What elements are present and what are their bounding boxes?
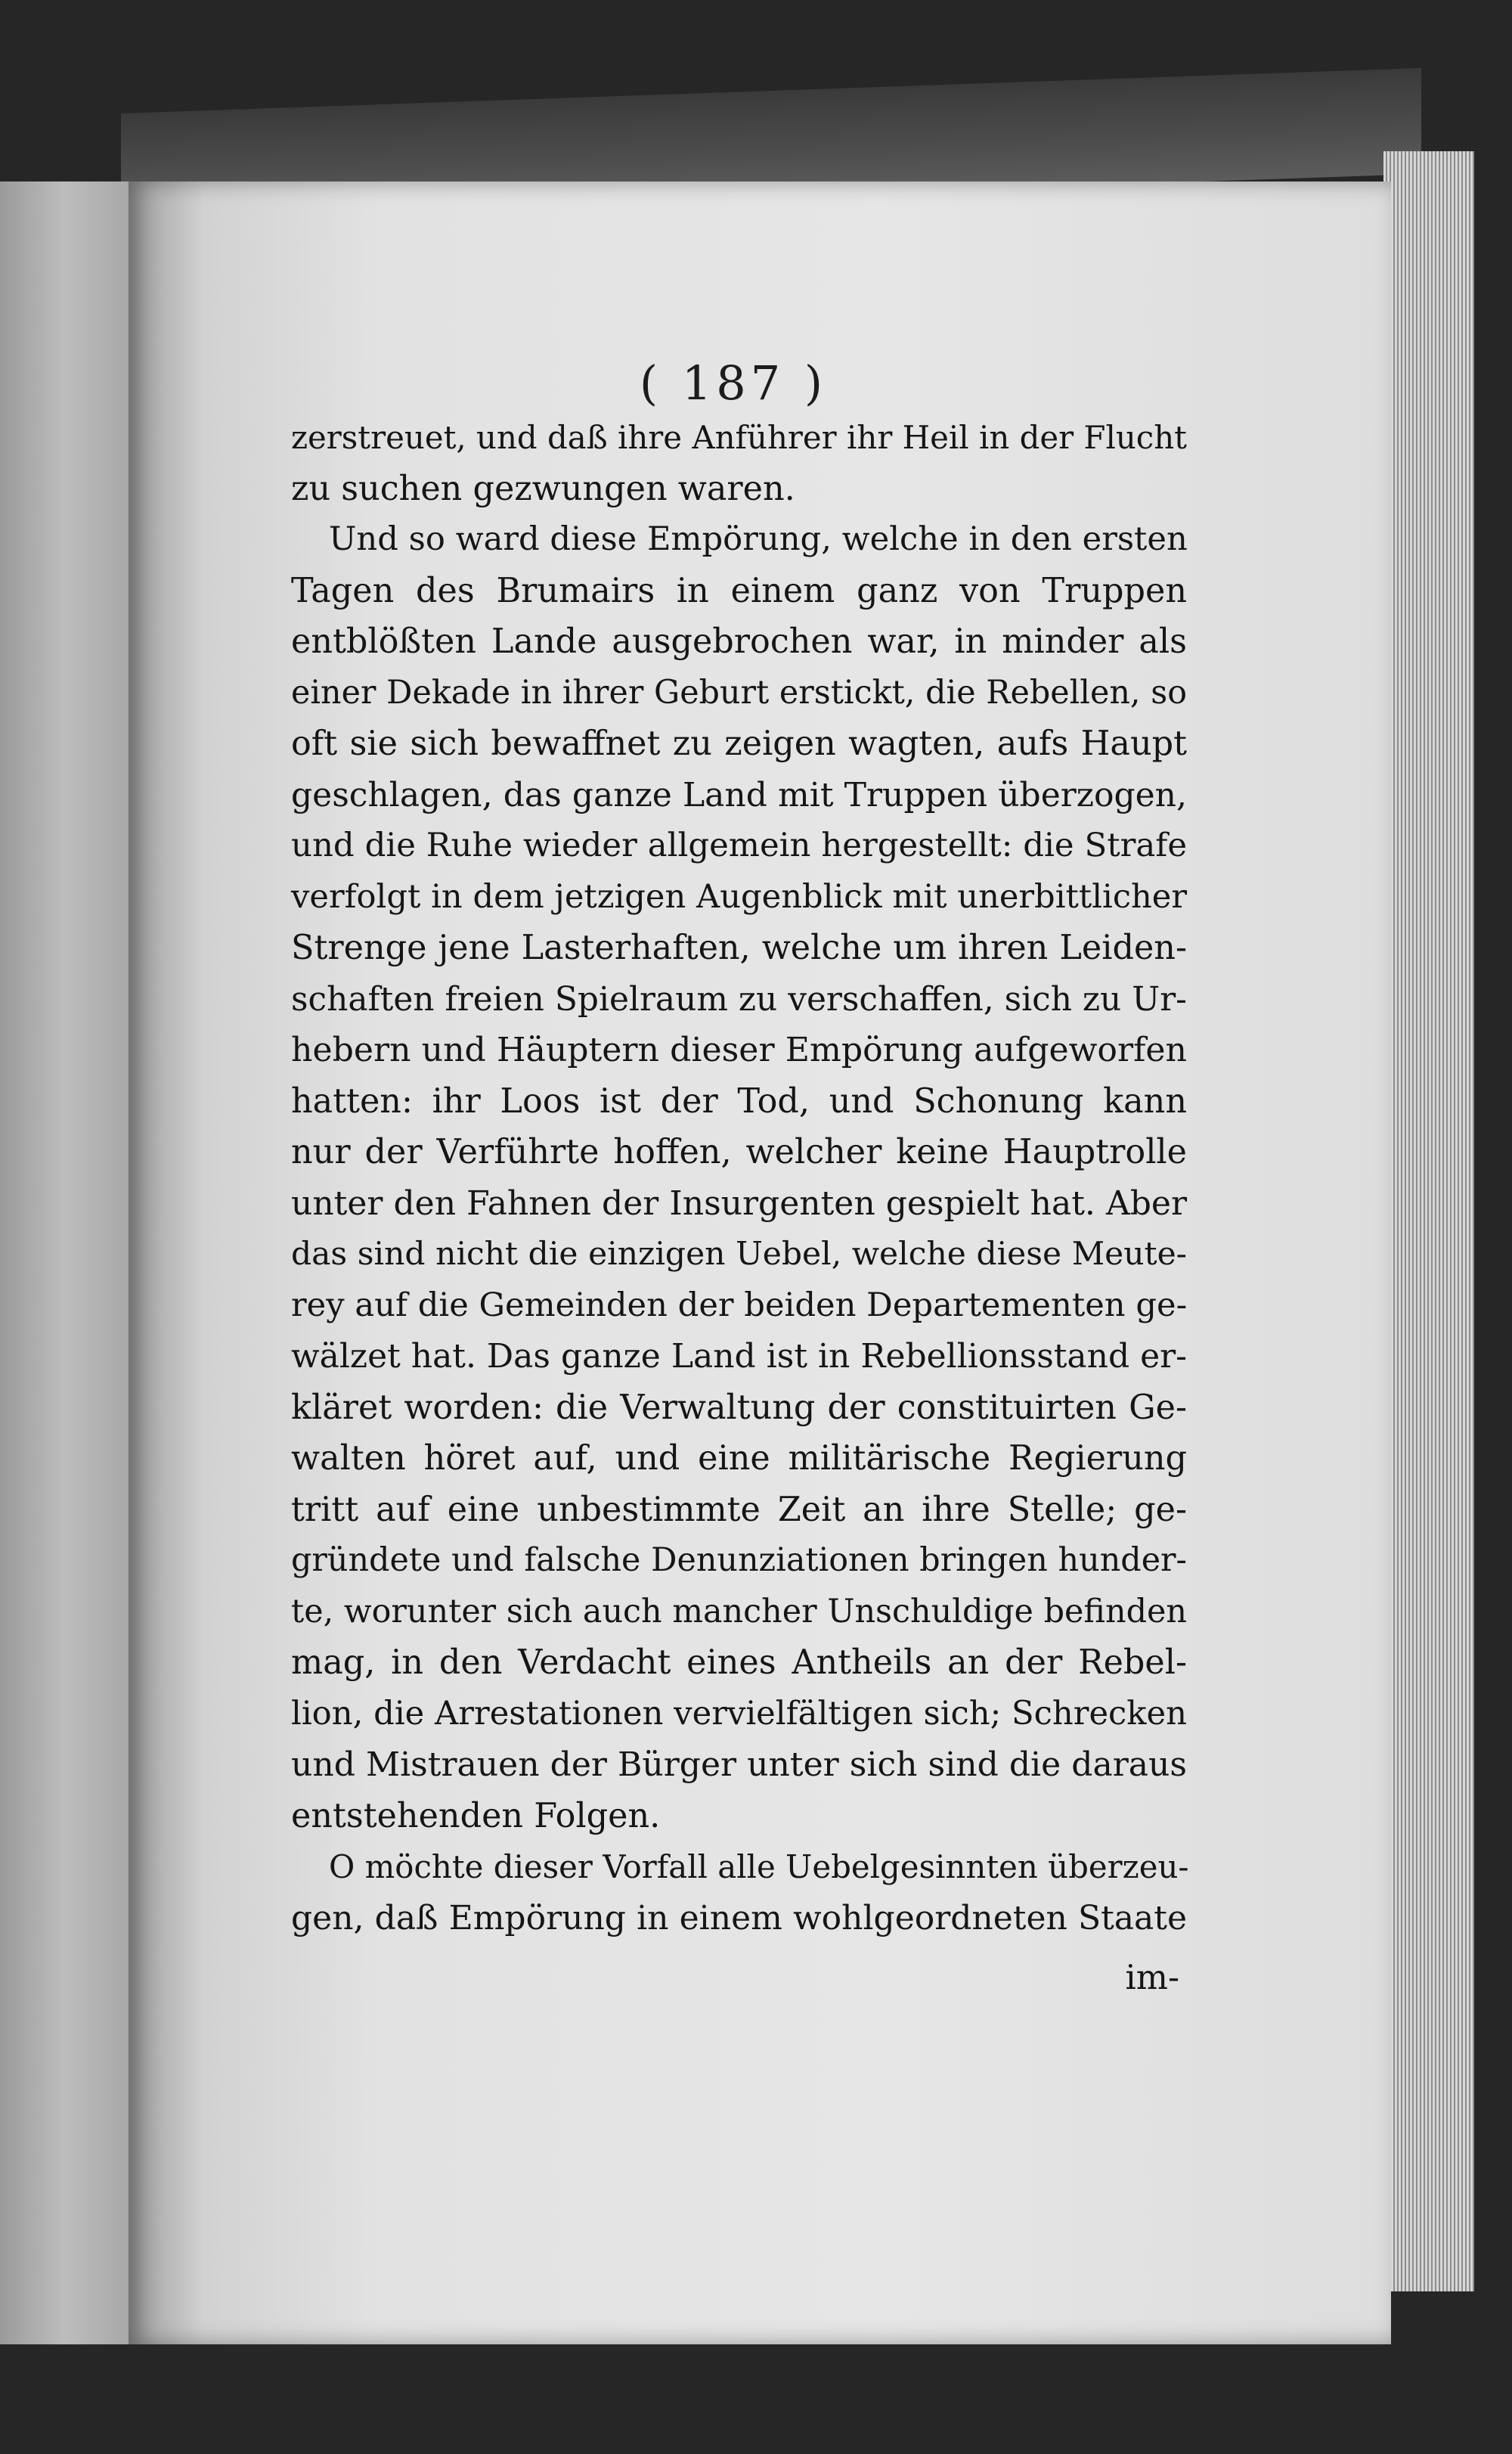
text-line: nur der Verführte hoffen, welcher keine Hauptrolle [291, 1133, 1187, 1171]
text-line: gründete und falsche Denunziationen bringen hunder- [291, 1541, 1187, 1579]
text-line: verfolgt in dem jetzigen Augenblick mit unerbittlicher [291, 877, 1187, 916]
text-line: entblößten Lande ausgebrochen war, in minder als [291, 622, 1187, 661]
text-line: geschlagen, das ganze Land mit Truppen überzogen, [291, 775, 1187, 814]
text-line: walten höret auf, und eine militärische Regierung [291, 1439, 1187, 1478]
left-page-edge [0, 181, 129, 2344]
text-line: wälzet hat. Das ganze Land ist in Rebellionsstand er- [291, 1337, 1187, 1376]
text-line: das sind nicht die einzigen Uebel, welche diese Meute- [291, 1236, 1187, 1273]
text-line: Und so ward diese Empörung, welche in den ersten [329, 520, 1188, 558]
body-text [291, 412, 1187, 1944]
page-stack-edge [1383, 151, 1474, 2291]
catchword: im- [1125, 1959, 1179, 1997]
text-line: mag, in den Verdacht eines Antheils an der Rebel- [291, 1643, 1187, 1682]
text-line: hebern und Häuptern dieser Empörung aufgeworfen [291, 1031, 1187, 1069]
text-line: tritt auf eine unbestimmte Zeit an ihre Stelle; ge- [291, 1490, 1187, 1529]
text-line: und Mistrauen der Bürger unter sich sind die daraus [291, 1745, 1187, 1784]
text-line: entstehenden Folgen. [291, 1796, 661, 1835]
text-line: kläret worden: die Verwaltung der constituirten Ge- [291, 1388, 1187, 1427]
text-line: zerstreuet, und daß ihre Anführer ihr Heil in der Flucht [291, 419, 1187, 456]
page-number: ( 187 ) [639, 355, 828, 411]
text-line: gen, daß Empörung in einem wohlgeordneten Staate [291, 1898, 1187, 1937]
text-line: O möchte dieser Vorfall alle Uebelgesinnten überzeu- [329, 1848, 1189, 1885]
text-line: unter den Fahnen der Insurgenten gespielt hat. Aber [291, 1184, 1187, 1223]
text-line: te, worunter sich auch mancher Unschuldige befinden [291, 1592, 1187, 1630]
text-line: Tagen des Brumairs in einem ganz von Truppen [291, 571, 1187, 610]
text-line: zu suchen gezwungen waren. [291, 469, 795, 508]
text-line: Strenge jene Lasterhaften, welche um ihren Leiden- [291, 929, 1187, 967]
text-line: einer Dekade in ihrer Geburt erstickt, die Rebellen, so [291, 673, 1187, 712]
text-line: und die Ruhe wieder allgemein hergestellt: die Strafe [291, 827, 1187, 864]
text-line: oft sie sich bewaffnet zu zeigen wagten, aufs Haupt [291, 724, 1187, 763]
text-line: lion, die Arrestationen vervielfältigen sich; Schrecken [291, 1694, 1188, 1733]
text-line: schaften freien Spielraum zu verschaffen, sich zu Ur- [291, 979, 1187, 1019]
text-line: rey auf die Gemeinden der beiden Departementen ge- [291, 1286, 1188, 1324]
text-line: hatten: ihr Loos ist der Tod, und Schonung kann [291, 1081, 1187, 1121]
